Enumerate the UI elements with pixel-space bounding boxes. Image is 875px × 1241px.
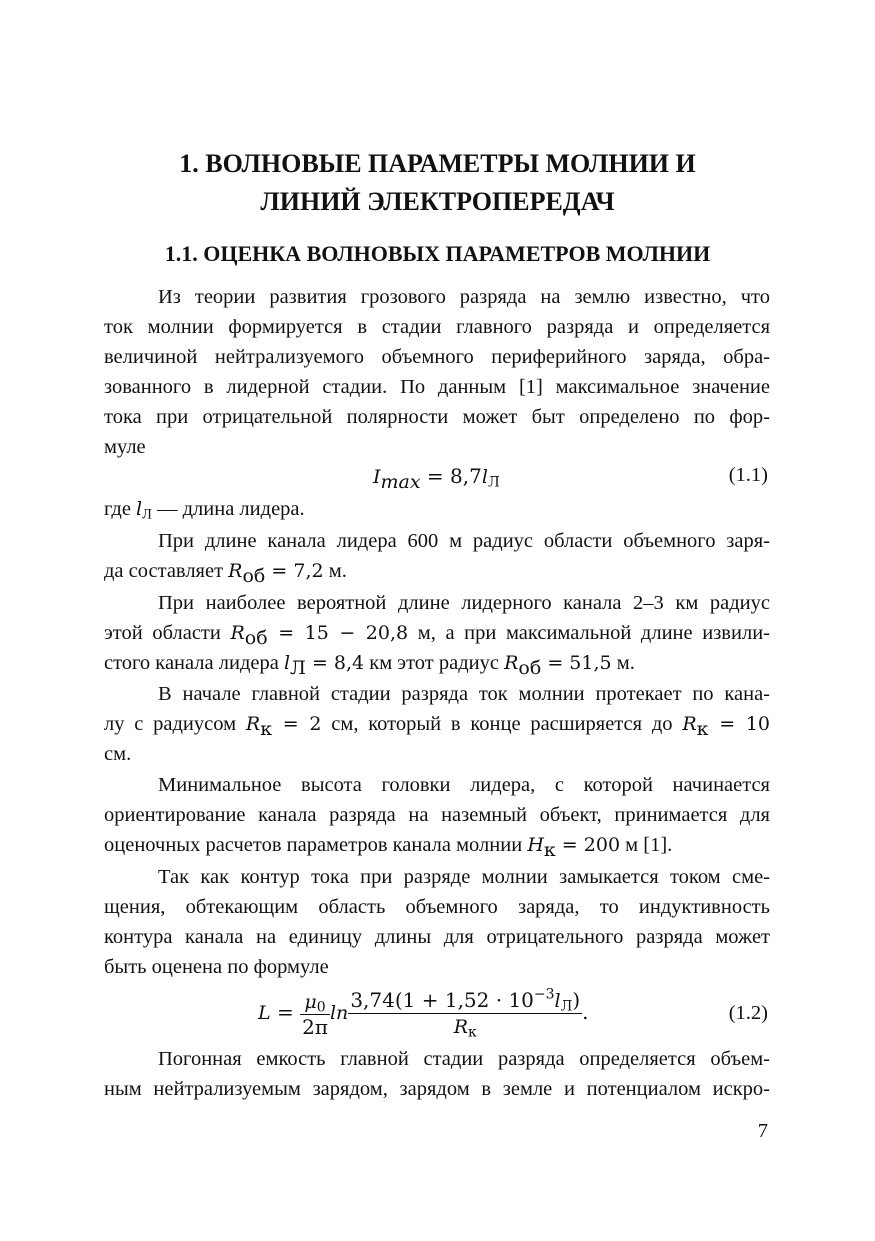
p2-text: да составляет: [104, 560, 229, 582]
p6-line-1: Так как контур тока при разряде молнии замыкается током сме-: [158, 866, 770, 888]
eq1-rel: = 8,7: [420, 464, 482, 488]
chapter-title-line-1: 1. ВОЛНОВЫЕ ПАРАМЕТРЫ МОЛНИИ И: [179, 149, 696, 178]
p1-line-2: ток молнии формируется в стадии главного разряда и определяется: [104, 316, 770, 338]
p3-l2-val: = 15 − 20,8: [267, 622, 409, 644]
p5-l3-sub: к: [543, 838, 556, 861]
section-title: 1.1. ОЦЕНКА ВОЛНОВЫХ ПАРАМЕТРОВ МОЛНИИ: [164, 241, 711, 266]
p2-line-1: При длине канала лидера 600 м радиус области объемного заря-: [158, 530, 770, 552]
chapter-title-line-2: ЛИНИЙ ЭЛЕКТРОПЕРЕДАЧ: [260, 187, 615, 216]
eq2-f2-num: [348, 988, 582, 1014]
eq2-f2-den-sub: к: [468, 1024, 477, 1041]
p5-l3-var: H: [527, 834, 544, 856]
p2-var: R: [228, 560, 243, 582]
equation-1-1: [373, 464, 500, 493]
p3-line-3: [104, 648, 770, 678]
p1-line-6: муле: [104, 436, 146, 458]
p7-line-1: Погонная емкость главной стадии разряда определяется объем-: [158, 1048, 770, 1070]
eq2-mu-sub: 0: [316, 999, 326, 1015]
p5-l3-val: = 200: [555, 834, 621, 856]
p3-l3-var2: R: [504, 652, 519, 674]
p4-line-3: см.: [104, 743, 132, 765]
eq2-f1-den: 2π: [302, 1014, 328, 1039]
eq2-ln: ln: [329, 1002, 349, 1024]
eq2-f2-den-var: R: [453, 1016, 468, 1038]
p6-line-3: контура канала на единицу длины для отрицательного разряда может: [104, 926, 770, 948]
p4-l2-sub2: к: [696, 717, 709, 740]
eq2-eq: =: [270, 1000, 301, 1024]
p3-l2-sub: об: [244, 626, 268, 649]
p5-l3-a: оценочных расчетов параметров канала молнии: [104, 834, 528, 856]
p2-val: = 7,2: [265, 560, 324, 582]
p3-l3-val2: = 51,5: [541, 652, 612, 674]
eq2-lhs: L: [258, 1002, 271, 1024]
p3-line-2: [104, 618, 770, 648]
eq2-f1-num: [300, 989, 330, 1015]
p4-l2-sub: к: [260, 717, 273, 740]
p2-end: м.: [323, 560, 347, 582]
p3-l3-a: стого канала лидера: [104, 652, 284, 674]
where-line: [104, 494, 770, 524]
p5-l3-b: м [1].: [620, 834, 673, 856]
p4-line-1: В начале главной стадии разряда ток молнии протекает по кана-: [158, 683, 770, 705]
p6-line-4: быть оценена по формуле: [104, 956, 329, 978]
eq1-lhs-sub: max: [380, 470, 421, 493]
p4-l2-var2: R: [682, 713, 697, 735]
p4-l2-val2: = 10: [708, 713, 770, 735]
p7-line-2: ным нейтрализуемым зарядом, зарядом в земле и потенциалом искро-: [104, 1078, 770, 1100]
p1-line-3: величиной нейтрализуемого объемного периферийного заряда, обра-: [104, 346, 770, 368]
p4-l2-b: см, который в конце расширяется до: [321, 713, 683, 735]
eq2-f2-num-sub: Л: [560, 998, 573, 1015]
eq2-f2-den: [348, 1014, 582, 1039]
p5-line-3: [104, 830, 770, 860]
eq2-f2-num-end: ): [572, 988, 581, 1012]
p3-l3-sub: Л: [290, 656, 306, 679]
p3-l2-var: R: [230, 622, 245, 644]
equation-number-1-1: (1.1): [728, 464, 768, 486]
p2-line-2: [104, 556, 770, 586]
where-text: — длина лидера.: [151, 498, 305, 520]
p3-l2-a: этой области: [104, 622, 231, 644]
p3-l3-val: = 8,4: [305, 652, 365, 674]
p3-l3-b: км этот радиус: [364, 652, 505, 674]
p4-l2-a: лу с радиусом: [104, 713, 246, 735]
p3-l2-b: м, а при максимальной длине извили-: [408, 622, 770, 644]
p1-line-5: тока при отрицательной полярности может быт определено по фор-: [104, 406, 770, 428]
eq1-var: l: [481, 466, 488, 488]
p1-line-4: зованного в лидерной стадии. По данным [1] максимальное значение: [104, 376, 770, 398]
where-prefix: где: [104, 498, 137, 520]
p6-line-2: щения, обтекающим область объемного заряда, то индуктивность: [104, 896, 770, 918]
p1-line-1: Из теории развития грозового разряда на землю известно, что: [158, 286, 770, 308]
eq2-fraction-1: [300, 989, 330, 1039]
p5-line-2: ориентирование канала разряда на наземный объект, принимается для: [104, 804, 770, 826]
p4-l2-val: = 2: [272, 713, 322, 735]
p3-l3-var: l: [283, 652, 291, 674]
eq2-f2-num-var: l: [554, 990, 561, 1012]
eq2-dot: .: [582, 1000, 589, 1024]
eq1-var-sub: Л: [487, 474, 500, 491]
p4-l2-var: R: [245, 713, 261, 735]
eq2-f2-num-text: 3,74(1 + 1,52 · 10: [350, 988, 534, 1012]
p5-line-1: Минимальное высота головки лидера, с которой начинается: [158, 774, 770, 796]
eq2-f2-num-sup: −3: [533, 986, 555, 1003]
page-number: 7: [757, 1120, 768, 1142]
p2-sub: об: [242, 564, 266, 587]
eq2-mu: μ: [304, 990, 317, 1013]
p3-line-1: При наиболее вероятной длине лидерного канала 2–3 км радиус: [158, 592, 770, 614]
equation-number-1-2: (1.2): [728, 1002, 768, 1024]
equation-1-2: [258, 988, 588, 1039]
eq1-lhs: I: [373, 466, 381, 488]
eq2-fraction-2: [348, 988, 582, 1039]
p3-l3-sub2: об: [518, 656, 542, 679]
p4-line-2: [104, 709, 770, 739]
p3-l3-c: м.: [611, 652, 635, 674]
where-sub: Л: [142, 506, 152, 523]
where-var: l: [136, 498, 143, 520]
